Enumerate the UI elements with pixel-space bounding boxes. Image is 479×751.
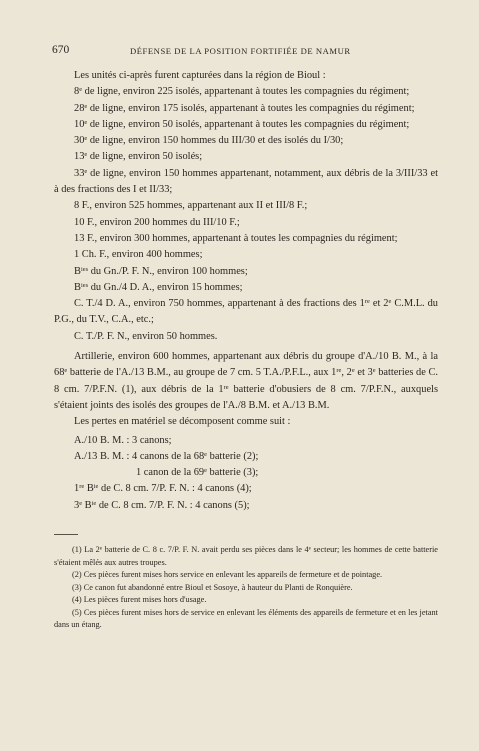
materiel-losses-list (74, 433, 438, 514)
footnotes (54, 544, 438, 632)
footnote: (4) Les pièces furent mises hors d'usage. (72, 595, 207, 604)
footnote: (5) Ces pièces furent mises hors de service en enlevant les éléments des appareils de fermeture et en les jetant dans un étang. (54, 607, 438, 629)
captured-units-list (54, 84, 438, 345)
unit-entry: 8e de ligne, environ 225 isolés, appartenant à toutes les compagnies du régiment; (74, 86, 410, 98)
materiel-line: 1 canon de la 69e batterie (3); (136, 467, 259, 479)
body-text (54, 68, 438, 514)
page-number: 670 (52, 44, 70, 56)
materiel-line: A./10 B. M. : 3 canons; (74, 434, 172, 446)
materiel-line: 3e $B^{ie}$ de C. 8 cm. 7/P. F. N. : 4 canons (5); (74, 499, 250, 511)
running-title: DÉFENSE DE LA POSITION FORTIFIÉE DE NAMUR (130, 46, 351, 56)
footnote-rule (54, 534, 78, 535)
footnote: (2) Ces pièces furent mises hors service en enlevant les appareils de fermeture et de pointage. (72, 570, 383, 579)
materiel-line: A./13 B. M. : 4 canons de la 68e batterie (2); (74, 450, 259, 462)
unit-entry: C. T./P. F. N., environ 50 hommes. (74, 330, 218, 342)
footnote: (3) Ce canon fut abandonné entre Bioul et Sosoye, à hauteur du Planti de Ronquière. (72, 582, 353, 592)
footnote: (1) La 2e batterie de C. 8 c. 7/P. F. N. avait perdu ses pièces dans le 4e secteur; les hommes de cette batterie s'étaient mêlés aux autres troupes. (54, 545, 438, 567)
unit-entry: 33e de ligne, environ 150 hommes appartenant, notamment, aux débris de la 3/III/33 et à des fractions des I et II/33; (54, 167, 438, 196)
unit-entry: C. T./4 D. A., environ 750 hommes, appartenant à des fractions des 1re et 2e C.M.L. du P.G., du T.V., C.A., etc.; (54, 298, 438, 326)
unit-entry: 28e de ligne, environ 175 isolés, appartenant à toutes les compagnies du régiment; (74, 102, 415, 114)
unit-entry: 10e de ligne, environ 50 isolés, appartenant à toutes les compagnies du régiment; (74, 118, 410, 130)
materiel-line: 1re $B^{ie}$ de C. 8 cm. 7/P. F. N. : 4 canons (4); (74, 483, 252, 495)
unit-entry: 8 F., environ 525 hommes, appartenant aux II et III/8 F.; (74, 200, 308, 212)
unit-entry: 13e de ligne, environ 50 isolés; (74, 151, 203, 163)
unit-entry: $B^{ies}$ du Gn./4 D. A., environ 15 hommes; (74, 281, 243, 293)
unit-entry: 13 F., environ 300 hommes, appartenant à toutes les compagnies du régiment; (74, 232, 398, 244)
unit-entry: 10 F., environ 200 hommes du III/10 F.; (74, 216, 240, 228)
artillery-paragraph: Artillerie, environ 600 hommes, appartenant aux débris du groupe d'A./10 B. M., à la 68e batterie de l'A./13 B.M., au groupe de 7 cm. 5 T.A./P.F.L., aux 1re, 2e et 3e batteries de C. 8 cm. 7/P.F.N. (1), aux débris de la 1re batterie d'obusiers de 8 cm. 7/P.F.N., auxquels s'étaient joints des isolés des groupes de l'A./8 B.M. et A./13 B.M. (54, 351, 439, 411)
unit-entry: 1 Ch. F., environ 400 hommes; (74, 249, 203, 261)
page-header (52, 44, 439, 58)
unit-entry: $B^{ies}$ du Gn./P. F. N., environ 100 hommes; (74, 265, 248, 277)
losses-intro: Les pertes en matériel se décomposent comme suit : (74, 416, 291, 428)
intro-paragraph: Les unités ci-après furent capturées dans la région de Bioul : (74, 70, 326, 81)
unit-entry: 30e de ligne, environ 150 hommes du III/30 et des isolés du I/30; (74, 135, 344, 147)
